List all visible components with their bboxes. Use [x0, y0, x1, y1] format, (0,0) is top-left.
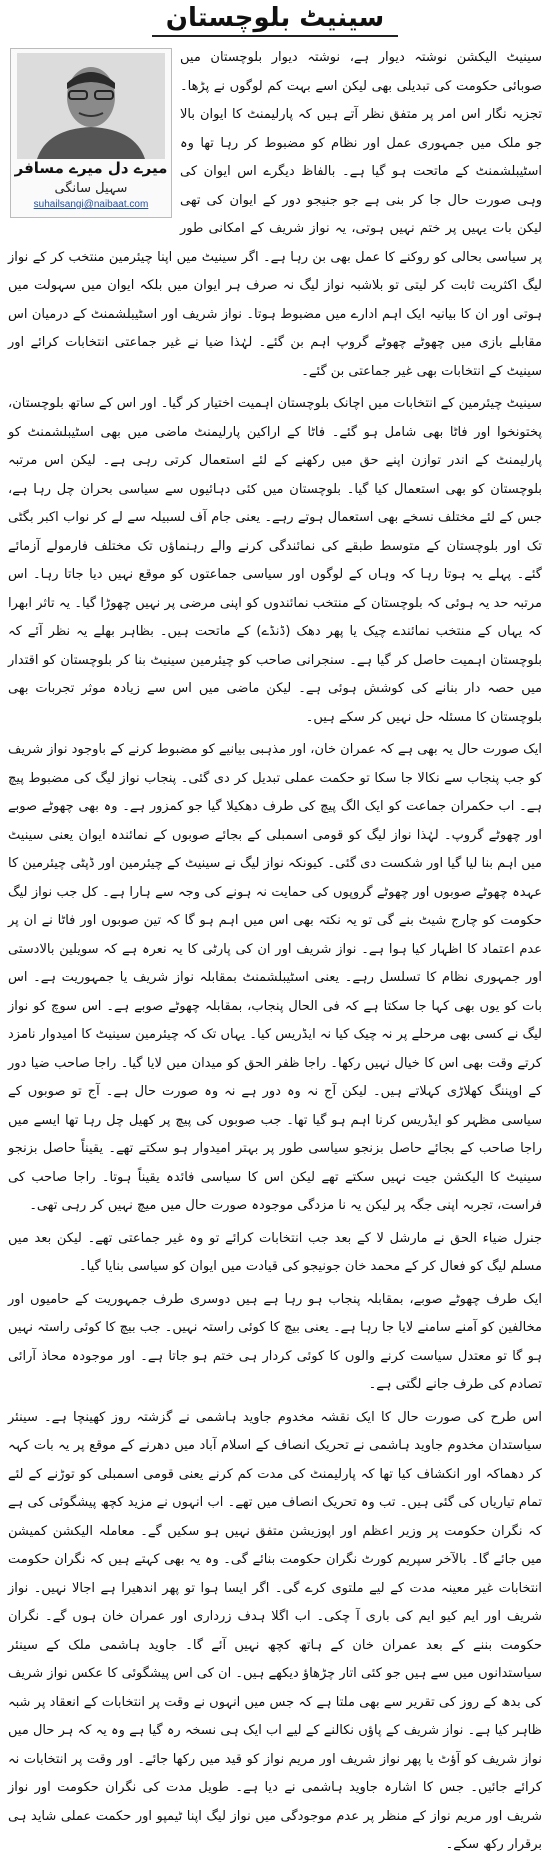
- author-name: سہیل سانگی: [54, 181, 128, 196]
- article-paragraph-2: سینیٹ چیئرمین کے انتخابات میں اچانک بلوچستان اہمیت اختیار کر گیا۔ اور اس کے ساتھ بلوچستان، پختونخوا اور فاٹا بھی شامل ہو گئے۔ فاٹا کے اراکین پارلیمنٹ ماضی میں بھی اسٹیبلشمنٹ کو پارلیمنٹ کے اندر توازن اپنے حق میں رکھنے کے لئے استعمال کرتی رہی ہے۔ لیکن اس مرتبہ بلوچستان کو بھی استعمال کیا گیا۔ بلوچستان میں کئی دہائیوں سے سیاسی بحران چل رہا ہے، جس کے لئے مختلف نسخے بھی استعمال ہوتے رہے۔ یعنی جام آف لسبیلہ سے لے کر نواب اکبر بگٹی تک اور بلوچستان کے متوسط طبقے کی نمائندگی کرنے والے رہنماؤں تک مختلف فارمولے آزمائے گئے۔ پہلے یہ ہوتا رہا کہ وہاں کے لوگوں اور سیاسی جماعتوں کو موقع نہیں دیا جاتا رہا۔ اس مرتبہ حد یہ ہوئی کہ بلوچستان کے منتخب نمائندوں کو اپنی مرضی پر نہیں چھوڑا گیا۔ یہ تاثر ابھرا کہ یہاں کے منتخب نمائندے چیک یا پھر دھک (ڈنڈے) کے ماتحت ہیں۔ بظاہر بھلے یہ نظر آئے کہ بلوچستان اہمیت حاصل کر گیا ہے۔ سنجرانی صاحب کو چیئرمین سینیٹ بنا کر بلوچستان کو اقتدار میں حصہ دار بنانے کی کوشش ہوئی ہے۔ لیکن ماضی میں اس سے زیادہ موثر تجربات بھی بلوچستان کا مسئلہ حل نہیں کر سکے ہیں۔: [8, 396, 542, 725]
- headline-bar: [0, 0, 550, 38]
- page-title: سینیٹ بلوچستان: [152, 1, 398, 37]
- article-paragraph-3: ایک صورت حال یہ بھی ہے کہ عمران خان، اور مذہبی بیانیے کو مضبوط کرنے کے باوجود نواز شریف کو جب پنجاب سے نکالا جا سکا تو حکمت عملی تبدیل کر دی گئی۔ پنجاب نواز لیگ کی مضبوط پیچ ہے۔ اب حکمران جماعت کو ایک الگ پیچ کی طرف دھکیلا گیا جو کمزور ہے۔ وہ بھی چھوٹے صوبے اور چھوٹے گروپ۔ لہٰذا نواز لیگ کو قومی اسمبلی کے بجائے صوبوں کے نمائندہ ایوان یعنی سینیٹ میں اہم بنا لیا گیا اور شکست دی گئی۔ کیونکہ نواز لیگ نے سینیٹ کے چیئرمین اور ڈپٹی چیئرمین کا عہدہ چھوٹے صوبوں اور چھوٹے گروپوں کی حمایت نہ ہونے کی وجہ سے ہارا ہے۔ کل جب نواز لیگ حکومت کو چارج شیٹ بنے گی تو یہ نکتہ بھی اس میں اہم ہو گا کہ تین صوبوں اور فاٹا نے ان پر عدم اعتماد کا اظہار کیا ہوا ہے۔ نواز شریف اور ان کی پارٹی کا یہ نعرہ ہے کہ سویلین بالادستی اور جمہوری نظام کا تسلسل رہے۔ یعنی اسٹیبلشمنٹ بمقابلہ نواز شریف یا جمہوریت ہے۔ اس بات کو یوں بھی کہا جا سکتا ہے کہ فی الحال پنجاب، بمقابلہ چھوٹے صوبے ہے۔ اس سوچ کو نواز لیگ نے کسی بھی مرحلے پر نہ چیک کیا نہ ایڈریس کیا۔ یہاں تک کہ چیئرمین سینیٹ کا امیدوار نامزد کرتے وقت بھی اس کا خیال نہیں رکھا۔ راجا ظفر الحق کو میدان میں لایا گیا۔ راجا صاحب ضیا دور کے اوپننگ کھلاڑی کہلاتے ہیں۔ لیکن آج نہ وہ دور ہے نہ وہ صورت حال ہے۔ آج تو صوبوں کے سیاسی مظہر کو ایڈریس کرنا اہم ہو گیا تھا۔ جب صوبوں کی پیچ پر کھیل چل رہا تھا ایسے میں راجا صاحب کے بجائے حاصل بزنجو سیاسی طور پر بہتر امیدوار ہو سکتے تھے۔ یقیناً حاصل بزنجو سینیٹ کا الیکشن جیت نہیں سکتے تھے لیکن اس کا سیاسی فائدہ یقیناً ہوتا۔ راجا صاحب کی فراست، تجربہ اپنی جگہ پر لیکن یہ نا مزدگی موجودہ صورت حال میں میچ نہیں کر رہی تھی۔: [8, 742, 542, 1213]
- article-paragraph-1: سینیٹ الیکشن نوشتہ دیوار ہے، نوشتہ دیوار بلوچستان میں صوبائی حکومت کی تبدیلی بھی لیکن اسے بہت کم لوگوں نے پڑھا۔ تجزیہ نگار اس امر پر متفق نظر آتے ہیں کہ پارلیمنٹ کا ایوان بالا جو ملک میں جمہوری عمل اور نظام کو مضبوط کر رہا تھا وہ اسٹیبلشمنٹ کے ماتحت ہو گیا ہے۔ بالفاظ دیگرے اس ایوان کی وہی صورت حال جا کر بنی ہے جو جنیجو دور کے ایوان کی تھی لیکن بات یہیں پر ختم نہیں ہوتی، یہ نواز شریف کے امکانی طور پر سیاسی بحالی کو روکنے کا عمل بھی بن رہا ہے۔ اگر سینیٹ میں اپنا چیئرمین منتخب کر کے نواز لیگ اکثریت ثابت کر لیتی تو بلاشبہ نواز لیگ نہ صرف ہر ایوان میں بلکہ ایوان میں سہولت میں ہوتی اور ان کا بیانیہ ایک اہم ادارے میں مضبوط ہوتا۔ نواز شریف اور اسٹیبلشمنٹ کے درمیان اس مقابلے بازی میں چھوٹے چھوٹے گروپ اہم بن گئے۔ لہٰذا ضیا نے غیر جماعتی انتخابات کرائے اور سینیٹ کے انتخابات بھی غیر جماعتی بن گئے۔: [8, 50, 542, 379]
- article-paragraph-4: جنرل ضیاء الحق نے مارشل لا کے بعد جب انتخابات کرائے تو وہ غیر جماعتی تھے۔ لیکن بعد میں مسلم لیگ کو فعال کر کے محمد خان جونیجو کی قیادت میں ایوان کو سیاسی بنایا گیا۔: [8, 1230, 542, 1274]
- article-paragraph-6: اس طرح کی صورت حال کا ایک نقشہ مخدوم جاوید ہاشمی نے گزشتہ روز کھینچا ہے۔ سینئر سیاستدان مخدوم جاوید ہاشمی نے تحریک انصاف کے اسلام آباد میں دھرنے کے موقع پر یہ بات کہہ کر دھماکہ اور انکشاف کیا تھا کہ پارلیمنٹ کی مدت کم کرنے یعنی قومی اسمبلی کو توڑنے کے لئے تمام تیاریاں کی گئی ہیں۔ تب وہ تحریک انصاف میں تھے۔ اب انہوں نے مزید کچھ پیشگوئی کی ہے کہ نگران حکومت پر وزیر اعظم اور اپوزیشن متفق نہیں ہو سکیں گے۔ معاملہ الیکشن کمیشن میں جائے گا۔ بالآخر سپریم کورٹ نگران حکومت بنائے گی۔ وہ یہ بھی کہتے ہیں کہ نگران حکومت انتخابات غیر معینہ مدت کے لیے ملتوی کرے گی۔ اگر ایسا ہوا تو پھر اندھیرا ہے اجالا نہیں۔ نواز شریف اور ایم کیو ایم کی باری آ چکی۔ اب اگلا ہدف زرداری اور عمران خان ہوں گے۔ نگران حکومت بننے کے بعد عمران خان کے ہاتھ کچھ نہیں آئے گا۔ جاوید ہاشمی ملک کے سینئر سیاستدانوں میں سے ہیں جو کئی اتار چڑھاؤ دیکھے ہیں۔ ان کی اس پیشگوئی کا عکس نواز شریف کی بدھ کے روز کی تقریر سے بھی ملتا ہے کہ جس میں انہوں نے وقت پر انتخابات کے انعقاد پر شبہ ظاہر کیا ہے۔ نواز شریف کے پاؤں نکالنے کے لیے اب ایک ہی نسخہ رہ گیا ہے وہ یہ کہ ہر حال میں نواز شریف کو آؤٹ یا پھر نواز شریف اور مریم نواز کو قید میں رکھا جائے۔ اور وقت پر انتخابات نہ کرائے جائیں۔ جس کا اشارہ جاوید ہاشمی نے دیا ہے۔ طویل مدت کی نگران حکومت اور نواز شریف اور مریم نواز کے منظر پر عدم موجودگی میں نواز لیگ اپنا ٹیمپو اور حکمت عملی شاید ہی برقرار رکھ سکے۔: [8, 1409, 542, 1852]
- article-body: [8, 44, 542, 1864]
- article-paragraph-5: ایک طرف چھوٹے صوبے، بمقابلہ پنجاب ہو رہا ہے ہیں دوسری طرف جمہوریت کے حامیوں اور مخالفین کو آمنے سامنے لایا جا رہا ہے۔ یعنی بیچ کا کوئی راستہ نہیں۔ جب بیچ کا کوئی راستہ نہیں ہو گا تو معتدل سیاست کرنے والوں کا کوئی کردار ہی ختم ہو جاتا ہے۔ اور موجودہ محاذ آرائی تصادم کی طرف جانے لگتی ہے۔: [8, 1291, 542, 1392]
- byline-spacer: [8, 44, 180, 224]
- author-email-link[interactable]: suhailsangi@naibaat.com: [33, 199, 149, 210]
- column-title: میرے دل میرے مسافر: [14, 159, 168, 177]
